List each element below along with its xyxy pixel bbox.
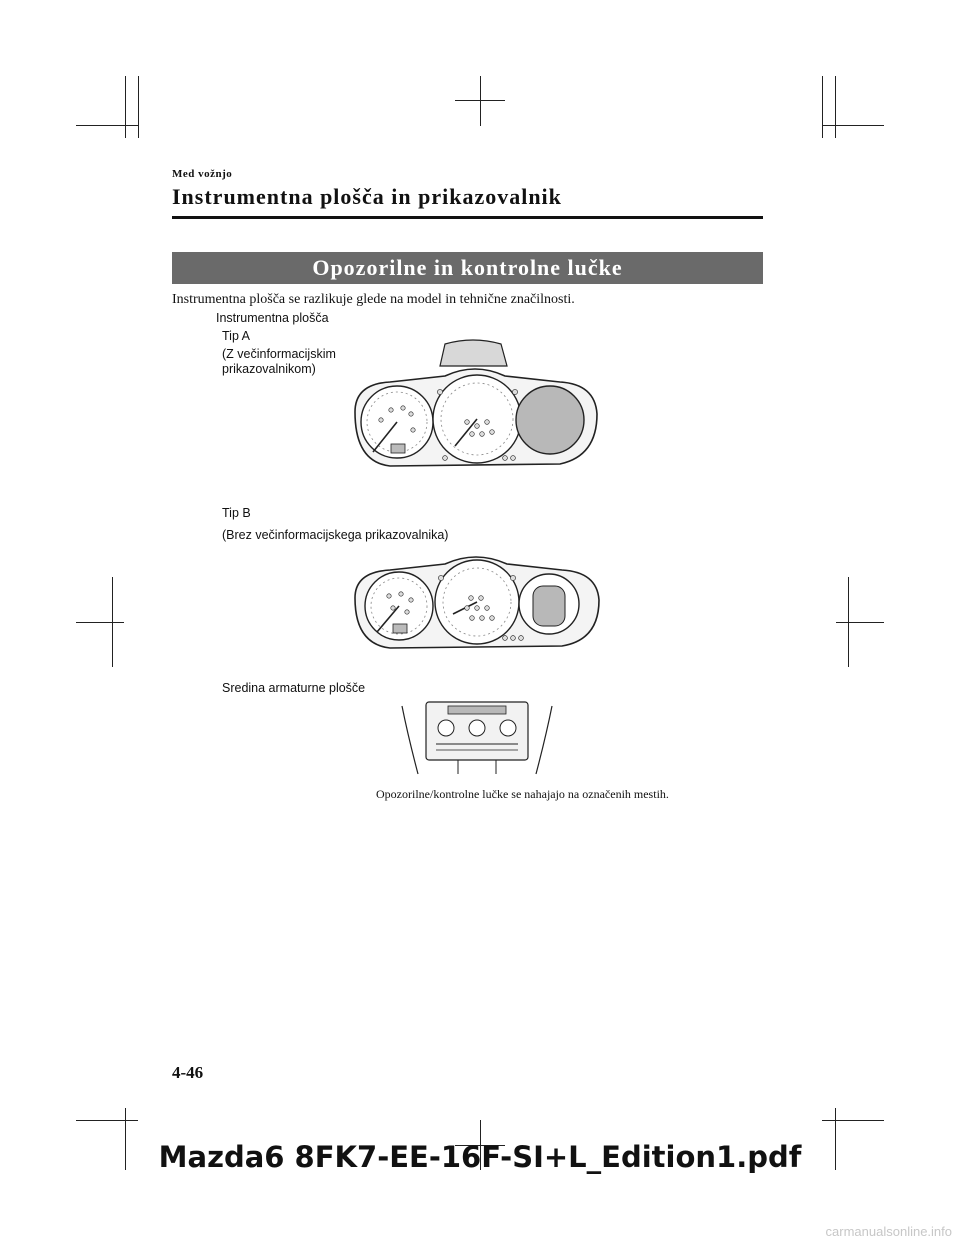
chapter-title: Instrumentna plošča in prikazovalnik xyxy=(172,184,562,209)
intro-text: Instrumentna plošča se razlikuje glede na model in tehnične značilnosti. xyxy=(172,292,575,307)
crop-mark xyxy=(76,1120,138,1121)
document-footer: Mazda6 8FK7-EE-16F-SI+L_Edition1.pdf xyxy=(158,1140,802,1174)
crop-mark xyxy=(822,125,884,126)
crop-mark xyxy=(480,76,481,126)
cluster-type-a-illustration xyxy=(345,334,605,482)
watermark: carmanualsonline.info xyxy=(825,1224,952,1239)
crop-mark xyxy=(836,622,884,623)
type-b-subtitle: (Brez večinformacijskega prikazovalnika) xyxy=(222,528,449,542)
section-banner: Opozorilne in kontrolne lučke xyxy=(172,252,763,284)
type-a-subtitle-1: (Z večinformacijskim xyxy=(222,347,336,361)
chapter-rule xyxy=(172,216,763,219)
section-label: Med vožnjo xyxy=(172,168,233,180)
crop-mark xyxy=(76,622,124,623)
center-dash-illustration xyxy=(398,696,556,776)
type-a-subtitle-2: prikazovalnikom) xyxy=(222,362,316,376)
type-b-title: Tip B xyxy=(222,506,251,520)
cluster-heading: Instrumentna plošča xyxy=(216,311,329,325)
crop-mark xyxy=(822,1120,884,1121)
crop-mark xyxy=(822,76,823,138)
crop-mark xyxy=(76,125,138,126)
cluster-type-b-illustration xyxy=(345,542,607,654)
crop-mark xyxy=(455,100,505,101)
crop-mark xyxy=(125,76,126,138)
crop-mark xyxy=(138,76,139,138)
type-a-title: Tip A xyxy=(222,329,251,343)
page-number: 4-46 xyxy=(172,1063,204,1082)
crop-mark xyxy=(835,76,836,138)
figure-caption: Opozorilne/kontrolne lučke se nahajajo na označenih mestih. xyxy=(376,787,669,801)
center-title: Sredina armaturne plošče xyxy=(222,681,366,695)
